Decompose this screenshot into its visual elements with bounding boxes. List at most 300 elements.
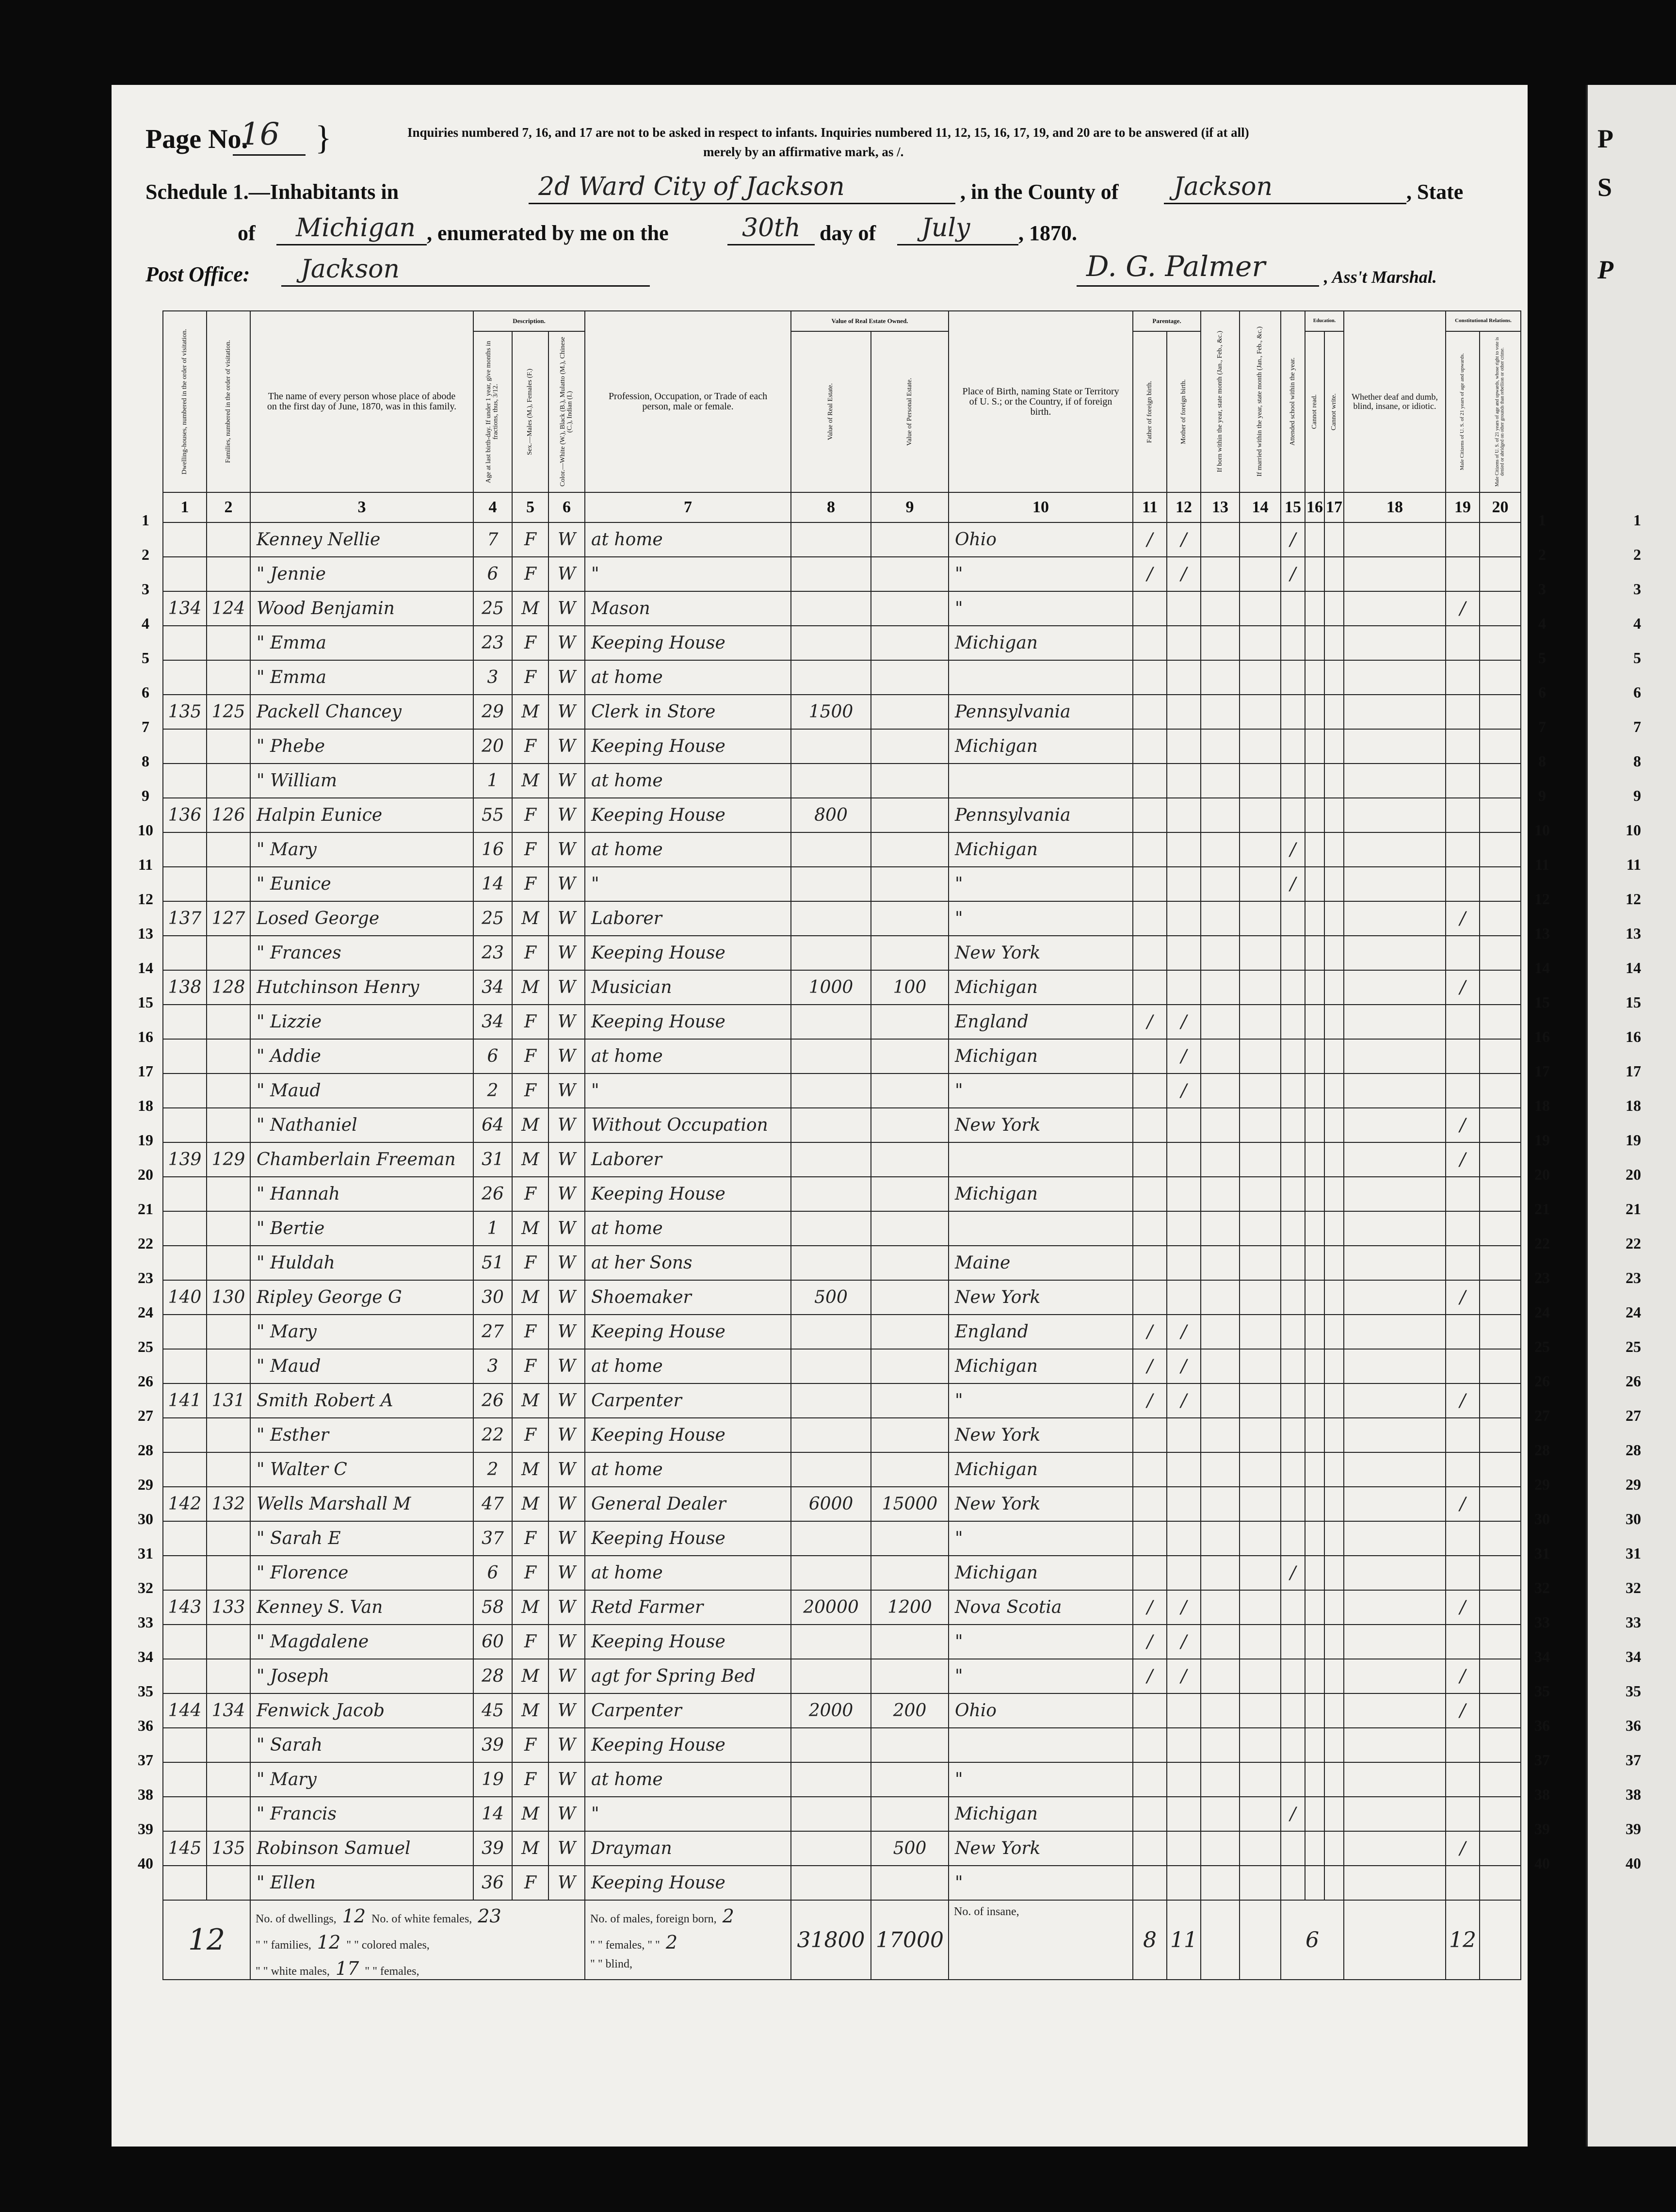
person-name: " William: [250, 764, 473, 798]
real-estate-value: 2000: [791, 1693, 871, 1728]
table-row: [163, 1246, 1521, 1280]
person-name: " Magdalene: [250, 1625, 473, 1659]
age: 30: [473, 1280, 512, 1315]
married-within-year: [1240, 1142, 1281, 1177]
voting-denied: [1480, 867, 1521, 901]
born-within-year: [1201, 1693, 1240, 1728]
color: W: [548, 1728, 585, 1762]
family-number: [207, 1659, 250, 1693]
table-row: [163, 1349, 1521, 1383]
born-within-year: [1201, 1039, 1240, 1073]
row-number: 3: [1538, 580, 1546, 598]
personal-estate-value: [871, 901, 949, 936]
birthplace: Michigan: [949, 832, 1133, 867]
dwelling-number: [163, 1211, 207, 1246]
real-estate-total: 31800: [797, 1927, 865, 1952]
edge-row-number: 31: [1626, 1545, 1641, 1562]
person-name: Robinson Samuel: [250, 1831, 473, 1866]
color: W: [548, 764, 585, 798]
age: 6: [473, 557, 512, 591]
father-foreign-mark: /: [1133, 1590, 1167, 1625]
father-foreign-mark: [1133, 1039, 1167, 1073]
color: W: [548, 1487, 585, 1521]
born-within-year: [1201, 695, 1240, 729]
personal-estate-value: [871, 1039, 949, 1073]
personal-estate-value: [871, 729, 949, 764]
personal-estate-value: [871, 1866, 949, 1900]
personal-estate-value: [871, 798, 949, 832]
married-within-year: [1240, 1866, 1281, 1900]
state-label: , State: [1406, 180, 1464, 204]
row-number: 22: [1534, 1235, 1550, 1252]
father-foreign-mark: [1133, 1797, 1167, 1831]
edge-row-number: 28: [1626, 1441, 1641, 1459]
family-number: [207, 1521, 250, 1556]
father-foreign-mark: [1133, 1487, 1167, 1521]
birthplace: Michigan: [949, 729, 1133, 764]
attended-school-mark: [1281, 1108, 1305, 1142]
col-header-born-within-year: If born within the year, state month (Jan., Feb., &c.): [1201, 311, 1240, 492]
row-number: 10: [138, 821, 153, 839]
col-header-sex: Sex.—Males (M.), Females (F.): [512, 331, 548, 492]
occupation: agt for Spring Bed: [585, 1659, 791, 1693]
sex: M: [512, 1142, 548, 1177]
cannot-write: [1324, 901, 1344, 936]
col-header-birthplace: Place of Birth, naming State or Territory of U. S.; or the Country, if of foreign birth.: [949, 311, 1133, 492]
table-row: [163, 1177, 1521, 1211]
age: 6: [473, 1556, 512, 1590]
mother-foreign-mark: [1167, 867, 1201, 901]
voting-denied: [1480, 626, 1521, 660]
color: W: [548, 901, 585, 936]
personal-estate-value: 15000: [871, 1487, 949, 1521]
attended-school-mark: /: [1281, 522, 1305, 557]
column-number: 11: [1133, 492, 1167, 522]
age: 47: [473, 1487, 512, 1521]
real-estate-value: [791, 1728, 871, 1762]
color: W: [548, 1280, 585, 1315]
attended-school-mark: [1281, 901, 1305, 936]
cannot-write: [1324, 1521, 1344, 1556]
dwelling-number: 138: [163, 970, 207, 1005]
row-number: 8: [1538, 752, 1546, 770]
married-within-year: [1240, 1108, 1281, 1142]
cannot-write: [1324, 1728, 1344, 1762]
age: 7: [473, 522, 512, 557]
dwelling-number: [163, 1349, 207, 1383]
white-males-label: " " white males,: [256, 1965, 330, 1978]
cannot-write: [1324, 1108, 1344, 1142]
cannot-write: [1324, 729, 1344, 764]
row-number: 40: [138, 1854, 153, 1872]
sex: M: [512, 1452, 548, 1487]
color: W: [548, 970, 585, 1005]
infirmity: [1344, 1246, 1446, 1280]
attended-school-mark: [1281, 1452, 1305, 1487]
male-citizen-mark: [1446, 1521, 1480, 1556]
birthplace: Pennsylvania: [949, 695, 1133, 729]
column-number: 12: [1167, 492, 1201, 522]
birthplace: [949, 1142, 1133, 1177]
citizens-total: 12: [1449, 1927, 1477, 1952]
cannot-read: [1305, 1211, 1324, 1246]
row-number: 29: [138, 1476, 153, 1493]
voting-denied: [1480, 1487, 1521, 1521]
colored-males-label: " " colored males,: [346, 1939, 430, 1952]
col-header-father-foreign: Father of foreign birth.: [1133, 331, 1167, 492]
voting-denied: [1480, 1866, 1521, 1900]
cannot-write: [1324, 1590, 1344, 1625]
born-within-year: [1201, 1418, 1240, 1452]
cannot-write: [1324, 798, 1344, 832]
cannot-read: [1305, 1590, 1324, 1625]
sex: M: [512, 1693, 548, 1728]
notice-line-1: Inquiries numbered 7, 16, and 17 are not to be asked in respect to infants. Inquiries numbered 11, 12, 15, 16, 17, 19, and 20 are to be answered (if at all): [407, 125, 1249, 140]
occupation: Without Occupation: [585, 1108, 791, 1142]
voting-denied: [1480, 1728, 1521, 1762]
infirmity: [1344, 1762, 1446, 1797]
male-citizen-mark: [1446, 1866, 1480, 1900]
attended-school-mark: [1281, 1625, 1305, 1659]
table-row: [163, 1866, 1521, 1900]
row-number: 6: [1538, 683, 1546, 701]
row-number: 33: [138, 1613, 153, 1631]
born-within-year: [1201, 1762, 1240, 1797]
occupation: ": [585, 1797, 791, 1831]
row-number: 20: [138, 1166, 153, 1183]
infirmity: [1344, 1349, 1446, 1383]
occupation: at home: [585, 832, 791, 867]
infirmity: [1344, 798, 1446, 832]
dwelling-number: 144: [163, 1693, 207, 1728]
row-number: 29: [1534, 1476, 1550, 1493]
occupation: Drayman: [585, 1831, 791, 1866]
infirmity: [1344, 1521, 1446, 1556]
sex: F: [512, 936, 548, 970]
male-citizen-mark: [1446, 867, 1480, 901]
cannot-read: [1305, 557, 1324, 591]
family-number: [207, 557, 250, 591]
marshal-label: , Ass't Marshal.: [1324, 267, 1437, 287]
color: W: [548, 1762, 585, 1797]
male-citizen-mark: [1446, 1246, 1480, 1280]
infirmity: [1344, 1005, 1446, 1039]
occupation: Clerk in Store: [585, 695, 791, 729]
infirmity: [1344, 1590, 1446, 1625]
married-within-year: [1240, 1246, 1281, 1280]
father-foreign-mark: [1133, 1693, 1167, 1728]
sex: F: [512, 1625, 548, 1659]
adjacent-page-edge: [1586, 85, 1676, 2147]
voting-denied: [1480, 1349, 1521, 1383]
mother-foreign-mark: [1167, 1728, 1201, 1762]
row-number: 21: [1534, 1200, 1550, 1218]
cannot-write: [1324, 1831, 1344, 1866]
edge-row-number: 14: [1626, 959, 1641, 976]
father-foreign-mark: [1133, 1418, 1167, 1452]
attended-school-mark: [1281, 1590, 1305, 1625]
male-citizen-mark: [1446, 1625, 1480, 1659]
person-name: " Emma: [250, 626, 473, 660]
row-number: 28: [138, 1441, 153, 1459]
col-header-real-estate: Value of Real Estate.: [791, 331, 871, 492]
colored-females-label: " " females,: [365, 1965, 419, 1978]
family-number: 135: [207, 1831, 250, 1866]
table-row: [163, 1108, 1521, 1142]
summary-school-cell: [1281, 1900, 1344, 1980]
voting-denied: [1480, 1005, 1521, 1039]
sex: F: [512, 626, 548, 660]
father-foreign-mark: [1133, 1108, 1167, 1142]
person-name: " Maud: [250, 1349, 473, 1383]
cannot-read: [1305, 1487, 1324, 1521]
color: W: [548, 1521, 585, 1556]
mother-foreign-mark: /: [1167, 1625, 1201, 1659]
family-number: [207, 1315, 250, 1349]
real-estate-value: [791, 626, 871, 660]
color: W: [548, 729, 585, 764]
row-number: 18: [1534, 1097, 1550, 1114]
personal-estate-value: [871, 1349, 949, 1383]
married-within-year: [1240, 1797, 1281, 1831]
color: W: [548, 1315, 585, 1349]
attended-school-mark: [1281, 1315, 1305, 1349]
born-within-year: [1201, 1556, 1240, 1590]
edge-row-number: 33: [1626, 1613, 1641, 1631]
row-number: 32: [1534, 1579, 1550, 1596]
cannot-write: [1324, 1797, 1344, 1831]
born-within-year: [1201, 1142, 1240, 1177]
column-number: 8: [791, 492, 871, 522]
family-number: 124: [207, 591, 250, 626]
real-estate-value: [791, 1625, 871, 1659]
edge-row-number: 24: [1626, 1303, 1641, 1321]
born-within-year: [1201, 832, 1240, 867]
birthplace: ": [949, 1866, 1133, 1900]
voting-denied: [1480, 1418, 1521, 1452]
personal-estate-value: [871, 1762, 949, 1797]
age: 20: [473, 729, 512, 764]
born-within-year: [1201, 1315, 1240, 1349]
father-foreign-mark: [1133, 1246, 1167, 1280]
dwelling-number: [163, 764, 207, 798]
cannot-read: [1305, 1383, 1324, 1418]
color: W: [548, 1246, 585, 1280]
family-number: [207, 522, 250, 557]
voting-denied: [1480, 1211, 1521, 1246]
birthplace: ": [949, 1073, 1133, 1108]
real-estate-value: [791, 1211, 871, 1246]
personal-estate-value: [871, 832, 949, 867]
sex: M: [512, 1211, 548, 1246]
row-number: 1: [142, 511, 149, 529]
father-foreign-mark: /: [1133, 1383, 1167, 1418]
mother-foreign-mark: /: [1167, 1039, 1201, 1073]
age: 19: [473, 1762, 512, 1797]
row-number: 6: [142, 683, 149, 701]
attended-school-mark: /: [1281, 867, 1305, 901]
infirmity: [1344, 626, 1446, 660]
dwelling-number: 141: [163, 1383, 207, 1418]
birthplace: England: [949, 1315, 1133, 1349]
voting-denied: [1480, 1108, 1521, 1142]
sex: F: [512, 1418, 548, 1452]
year-label: , 1870.: [1018, 221, 1077, 245]
sex: F: [512, 1039, 548, 1073]
cannot-read: [1305, 1005, 1324, 1039]
dwelling-number: [163, 1315, 207, 1349]
infirmity: [1344, 1383, 1446, 1418]
cannot-write: [1324, 832, 1344, 867]
insane-label: No. of insane,: [954, 1905, 1019, 1918]
voting-denied: [1480, 1659, 1521, 1693]
summary-personal-estate-cell: [871, 1900, 949, 1980]
occupation: at home: [585, 1211, 791, 1246]
ward-rule: [529, 203, 955, 204]
column-number: 3: [250, 492, 473, 522]
married-within-year: [1240, 729, 1281, 764]
cannot-write: [1324, 660, 1344, 695]
married-within-year: [1240, 557, 1281, 591]
table-row: [163, 1728, 1521, 1762]
real-estate-value: [791, 729, 871, 764]
table-row: [163, 1383, 1521, 1418]
infirmity: [1344, 832, 1446, 867]
row-number: 39: [1534, 1820, 1550, 1838]
edge-row-number: 36: [1626, 1717, 1641, 1734]
personal-estate-value: [871, 867, 949, 901]
voting-denied: [1480, 1452, 1521, 1487]
marshal-name: D. G. Palmer: [1086, 250, 1266, 283]
row-number: 9: [1538, 787, 1546, 804]
table-row: [163, 1452, 1521, 1487]
birthplace: [949, 1728, 1133, 1762]
voting-denied: [1480, 1073, 1521, 1108]
cannot-write: [1324, 695, 1344, 729]
personal-estate-value: [871, 1418, 949, 1452]
age: 28: [473, 1659, 512, 1693]
cannot-write: [1324, 1073, 1344, 1108]
person-name: " Esther: [250, 1418, 473, 1452]
voting-denied: [1480, 1590, 1521, 1625]
color: W: [548, 1177, 585, 1211]
edge-row-number: 19: [1626, 1131, 1641, 1149]
occupation: General Dealer: [585, 1487, 791, 1521]
cannot-write: [1324, 1487, 1344, 1521]
voting-denied: [1480, 729, 1521, 764]
mother-foreign-mark: [1167, 1452, 1201, 1487]
col-header-name: The name of every person whose place of abode on the first day of June, 1870, was in this family.: [250, 311, 473, 492]
cannot-read: [1305, 1728, 1324, 1762]
row-number: 20: [1534, 1166, 1550, 1183]
edge-row-number: 8: [1633, 752, 1641, 770]
occupation: at home: [585, 1039, 791, 1073]
birthplace: ": [949, 1383, 1133, 1418]
male-citizen-mark: [1446, 1039, 1480, 1073]
summary-c14-cell: [1240, 1900, 1281, 1980]
married-within-year: [1240, 626, 1281, 660]
personal-estate-value: [871, 1452, 949, 1487]
personal-estate-value: [871, 1625, 949, 1659]
edge-row-number: 38: [1626, 1786, 1641, 1803]
age: 64: [473, 1108, 512, 1142]
personal-estate-value: 100: [871, 970, 949, 1005]
row-number: 34: [1534, 1648, 1550, 1665]
sex: F: [512, 1866, 548, 1900]
birthplace: New York: [949, 1831, 1133, 1866]
born-within-year: [1201, 936, 1240, 970]
birthplace: Nova Scotia: [949, 1590, 1133, 1625]
male-citizen-mark: /: [1446, 591, 1480, 626]
edge-row-number: 37: [1626, 1751, 1641, 1769]
infirmity: [1344, 936, 1446, 970]
cannot-write: [1324, 1039, 1344, 1073]
personal-estate-value: [871, 1108, 949, 1142]
ward-value: 2d Ward City of Jackson: [538, 172, 845, 201]
real-estate-value: [791, 1142, 871, 1177]
family-number: 125: [207, 695, 250, 729]
row-number: 14: [1534, 959, 1550, 976]
dwelling-number: [163, 557, 207, 591]
table-row: [163, 591, 1521, 626]
personal-estate-value: [871, 1556, 949, 1590]
birthplace: Michigan: [949, 1349, 1133, 1383]
row-number: 26: [138, 1372, 153, 1390]
male-citizen-mark: [1446, 660, 1480, 695]
edge-row-number: 21: [1626, 1200, 1641, 1218]
occupation: Keeping House: [585, 626, 791, 660]
dwelling-number: 135: [163, 695, 207, 729]
cannot-read: [1305, 1246, 1324, 1280]
edge-row-number: 30: [1626, 1510, 1641, 1528]
born-within-year: [1201, 591, 1240, 626]
voting-denied: [1480, 1762, 1521, 1797]
attended-school-mark: [1281, 1521, 1305, 1556]
voting-denied: [1480, 1693, 1521, 1728]
sex: F: [512, 1246, 548, 1280]
dwelling-number: [163, 1005, 207, 1039]
cannot-write: [1324, 1625, 1344, 1659]
attended-school-mark: [1281, 626, 1305, 660]
cannot-write: [1324, 936, 1344, 970]
mother-foreign-mark: [1167, 1762, 1201, 1797]
married-within-year: [1240, 1005, 1281, 1039]
cannot-write: [1324, 1211, 1344, 1246]
married-within-year: [1240, 1073, 1281, 1108]
color: W: [548, 1693, 585, 1728]
cannot-write: [1324, 1280, 1344, 1315]
personal-estate-value: 200: [871, 1693, 949, 1728]
person-name: " Francis: [250, 1797, 473, 1831]
sex: F: [512, 557, 548, 591]
occupation: ": [585, 867, 791, 901]
age: 22: [473, 1418, 512, 1452]
person-name: " Jennie: [250, 557, 473, 591]
sex: M: [512, 1487, 548, 1521]
birthplace: Michigan: [949, 1797, 1133, 1831]
mother-foreign-mark: [1167, 1797, 1201, 1831]
real-estate-value: [791, 1866, 871, 1900]
color: W: [548, 1625, 585, 1659]
row-number: 37: [138, 1751, 153, 1769]
occupation: Carpenter: [585, 1383, 791, 1418]
table-row: [163, 798, 1521, 832]
real-estate-value: [791, 1349, 871, 1383]
row-number: 30: [138, 1510, 153, 1528]
male-citizen-mark: [1446, 1418, 1480, 1452]
birthplace: ": [949, 867, 1133, 901]
color: W: [548, 1797, 585, 1831]
